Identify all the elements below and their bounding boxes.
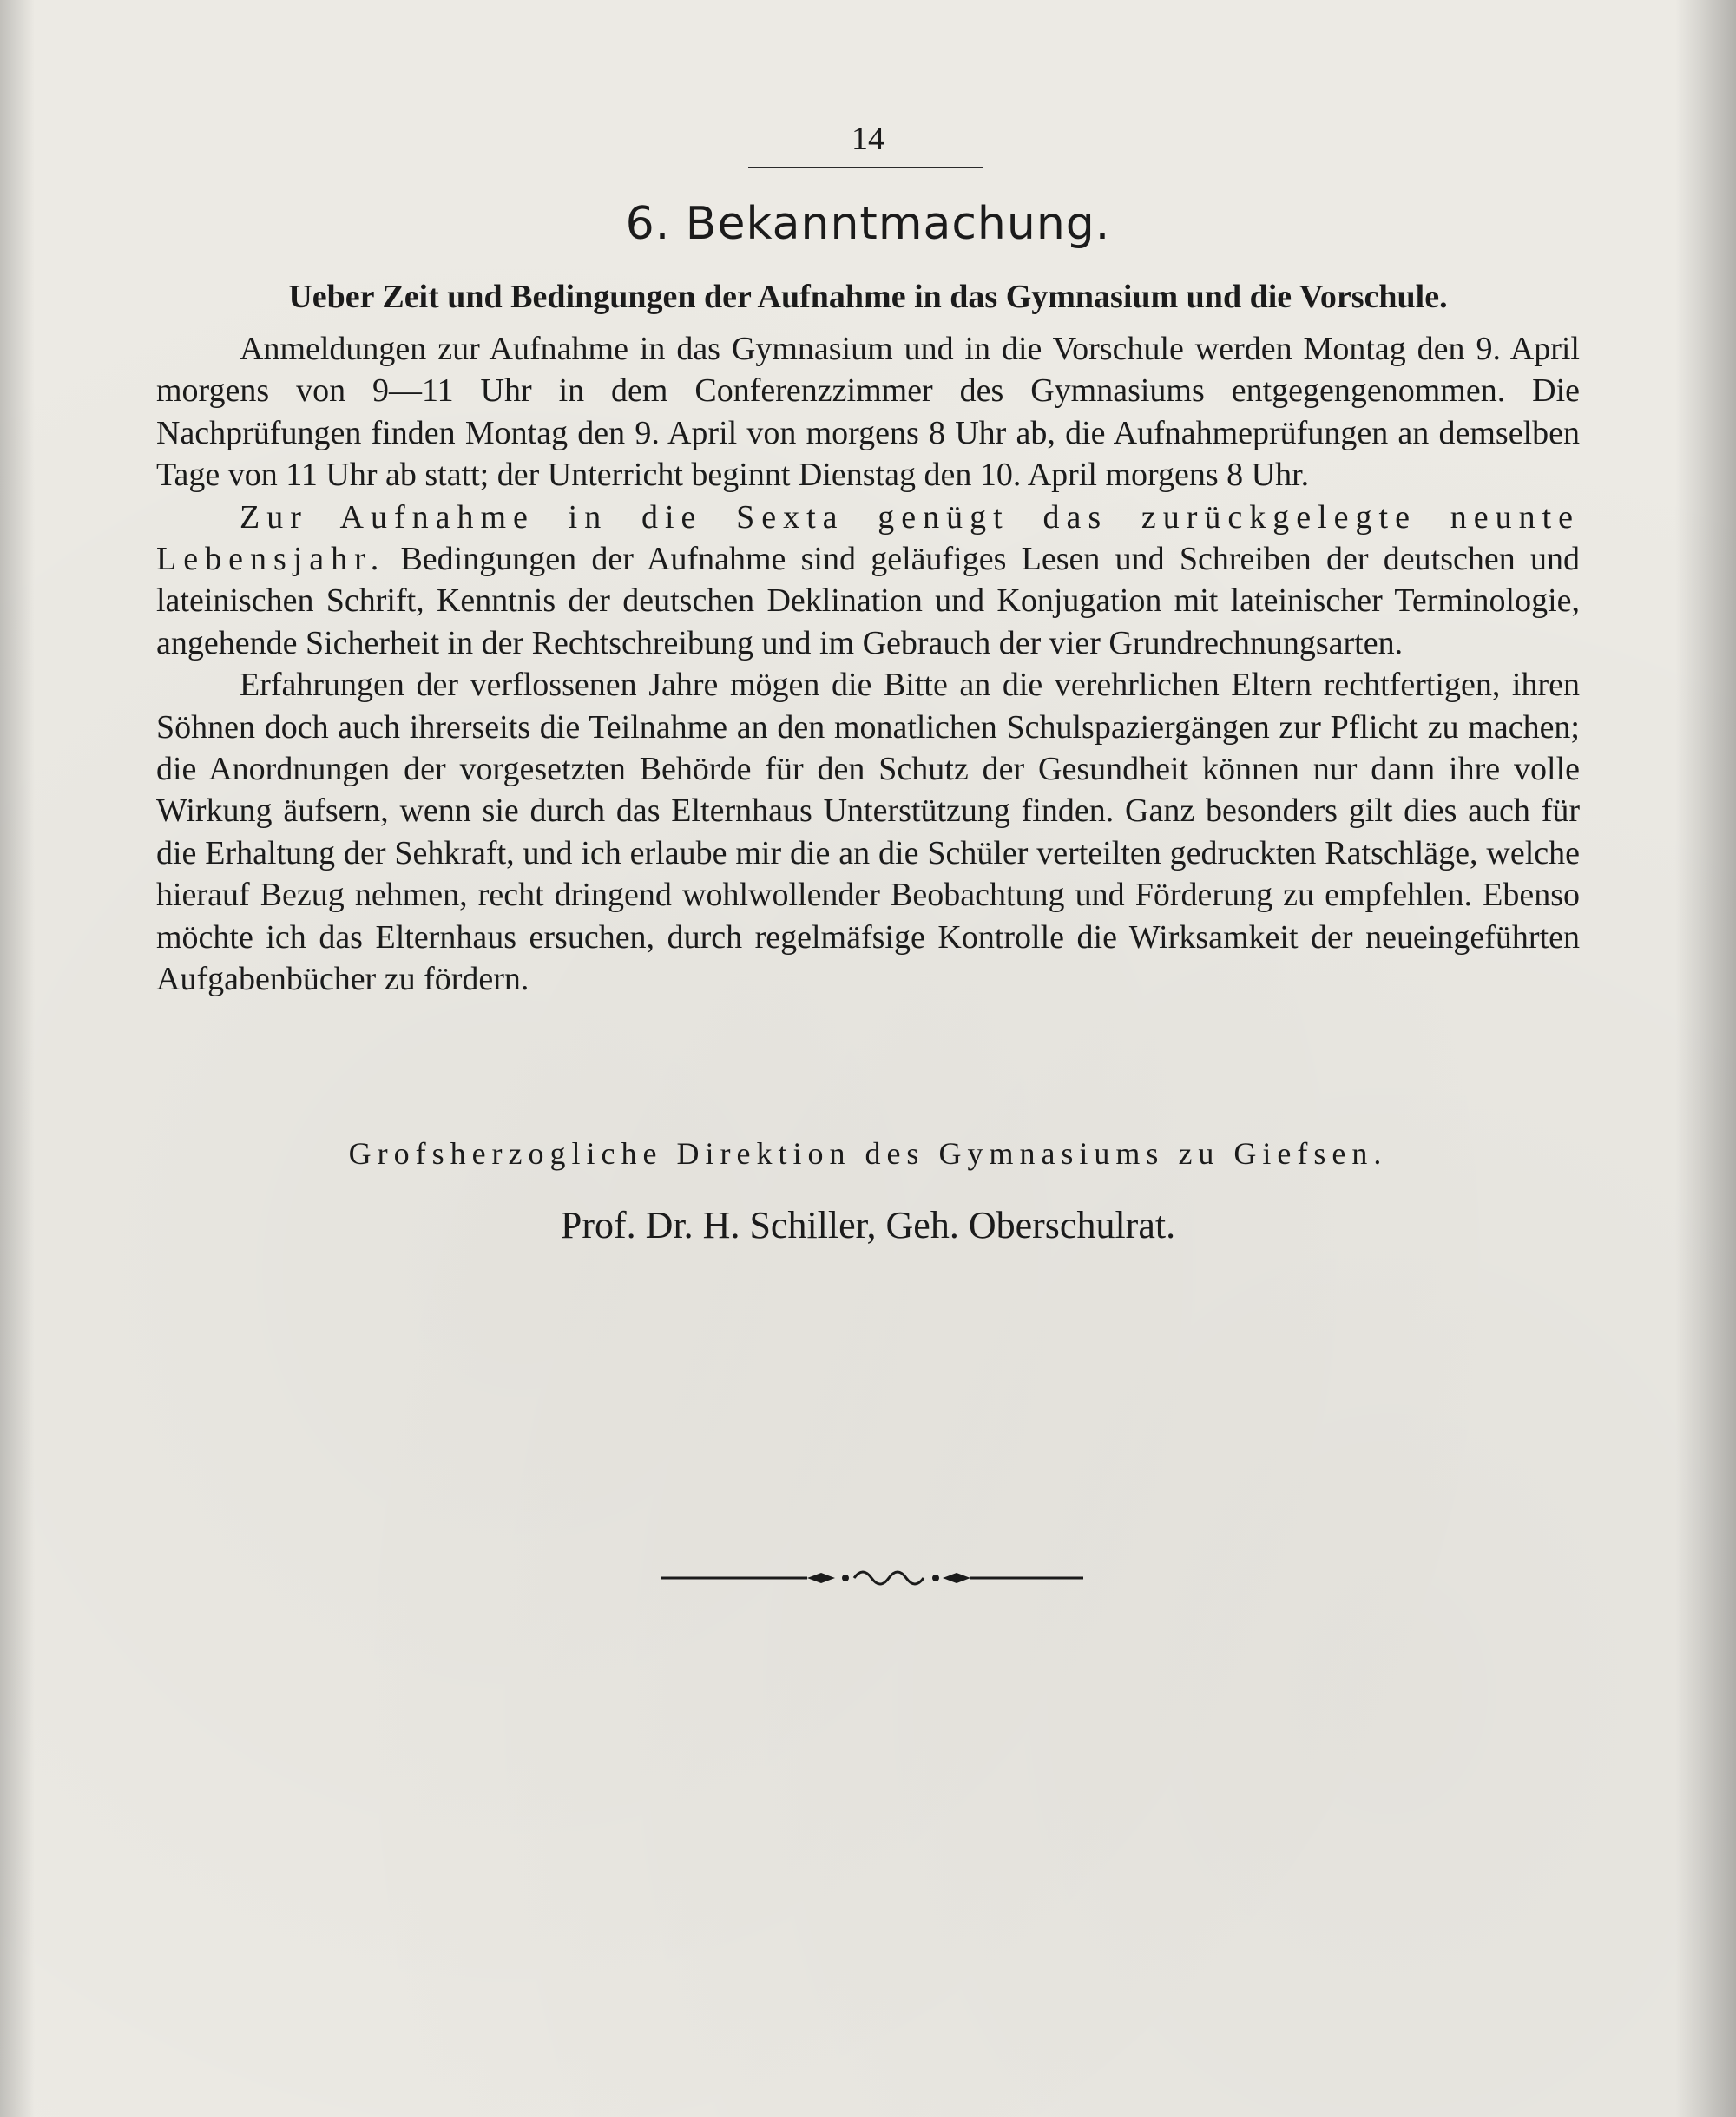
paragraph-parents-request: Erfahrungen der verflossenen Jahre mögen die Bitte an die verehrlichen Eltern rechtfertigen, ihren Söhnen doch auch ihrerseits die Teilnahme an den monatlichen Schulspaziergängen zur Pflicht zu machen; die Anordnungen der vorgesetzten Behörde für den Schutz der Gesundheit können nur dann ihre volle Wirkung äufsern, wenn sie durch das Elternhaus Unterstützung finden. Ganz besonders gilt dies auch für die Erhaltung der Sehkraft, und ich erlaube mir die an die Schüler verteilten gedruckten Ratschläge, welche hierauf Bezug nehmen, recht dringend wohlwollender Beobachtung und Förderung zu empfehlen. Ebenso möchte ich das Elternhaus ersuchen, durch regelmäfsige Kontrolle die Wirksamkeit der neueingeführten Aufgabenbücher zu fördern. [156, 667, 1580, 998]
spaced-emphasis: Zur Aufnahme in die Sexta genügt das zurückgelegte neunte Lebensjahr. [156, 498, 1580, 578]
paragraph-admission-requirements [156, 496, 1580, 665]
page-left-edge-shadow [0, 0, 35, 2117]
signature-line: Prof. Dr. H. Schiller, Geh. Oberschulrat. [560, 1204, 1176, 1246]
issuing-directorate: Grofsherzogliche Direktion des Gymnasiums zu Giefsen. [348, 1136, 1388, 1171]
page-right-edge-shadow [1675, 0, 1736, 2117]
section-subheading: Ueber Zeit und Bedingungen der Aufnahme in das Gymnasium und die Vorschule. [288, 279, 1448, 315]
page-number-rule [748, 167, 983, 168]
ornament-divider [660, 1562, 1085, 1594]
paragraph-admission-rest: Bedingungen der Aufnahme sind geläufiges Lesen und Schreiben der deutschen und lateinischen Schrift, Kenntnis der deutschen Deklination und Konjugation mit lateinischer Terminologie, angehende Sicherheit in der Rechtschreibung und im Gebrauch der vier Grundrechnungsarten. [156, 541, 1580, 661]
paragraph-registration: Anmeldungen zur Aufnahme in das Gymnasium und in die Vorschule werden Montag den 9. April morgens von 9—11 Uhr in dem Conferenzzimmer des Gymnasiums entgegengenommen. Die Nachprüfungen finden Montag den 9. April von morgens 8 Uhr ab, die Aufnahmeprüfungen an demselben Tage von 11 Uhr ab statt; der Unterricht beginnt Dienstag den 10. April morgens 8 Uhr. [156, 331, 1580, 494]
announcement-body [156, 328, 1580, 1001]
page-number: 14 [852, 121, 884, 157]
section-heading: 6. Bekanntmachung. [625, 198, 1111, 250]
